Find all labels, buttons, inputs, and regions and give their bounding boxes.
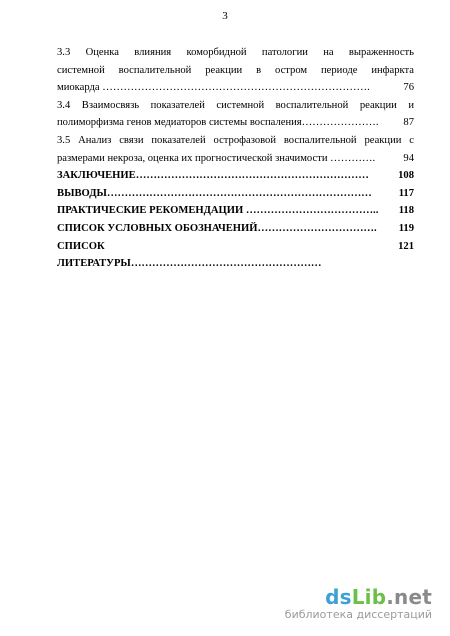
toc-entry-line: 3.3 Оценка влияния коморбидной патологии на выраженность [57, 47, 414, 58]
toc-entry-title: ЗАКЛЮЧЕНИЕ………………………………………………………… [57, 170, 369, 182]
toc-page-number: 118 [398, 205, 414, 217]
toc-page-number: 117 [398, 187, 414, 199]
toc-page-number: 108 [398, 170, 414, 182]
toc-entry-line: миокарда …………………………………………………………………. [57, 82, 370, 94]
toc-entry-3-4[interactable] [57, 97, 414, 132]
toc-page-number: 94 [403, 152, 414, 164]
page-number: 3 [222, 10, 228, 22]
toc-entry-abbreviations[interactable] [57, 220, 414, 238]
toc-entry-references[interactable] [57, 238, 414, 273]
toc-entry-first-line [57, 238, 414, 256]
toc-entry-title: СПИСОК УСЛОВНЫХ ОБОЗНАЧЕНИЙ……………………………. [57, 222, 377, 234]
toc-entry-line: размерами некроза, оценка их прогностической значимости …………. [57, 152, 376, 164]
toc-entry-title: ВЫВОДЫ………………………………………………………………… [57, 187, 372, 199]
table-of-contents [57, 44, 414, 273]
toc-entry-last-line [57, 79, 414, 97]
toc-entry-3-5[interactable] [57, 132, 414, 167]
dslib-watermark [285, 586, 432, 622]
toc-page-number: 119 [398, 222, 414, 234]
logo-part-ds: ds [325, 585, 352, 609]
toc-entry-line: ЛИТЕРАТУРЫ……………………………………………… [57, 258, 322, 270]
toc-entry-last-line [57, 150, 414, 168]
toc-entry-last-line [57, 114, 414, 132]
toc-entry-3-3[interactable] [57, 44, 414, 97]
toc-entry-line: полиморфизма генов медиаторов системы воспаления…………………. [57, 117, 379, 129]
toc-entry-title: СПИСОК [57, 240, 105, 252]
toc-page-number: 87 [403, 117, 414, 129]
toc-entry-title: ПРАКТИЧЕСКИЕ РЕКОМЕНДАЦИИ ……………………………….. [57, 205, 379, 217]
toc-entry-line: 3.4 Взаимосвязь показателей системной воспалительной реакции и [57, 99, 414, 111]
toc-page-number: 121 [398, 240, 414, 252]
logo-part-lib: Lib [351, 585, 387, 609]
toc-entry-findings[interactable] [57, 185, 414, 203]
toc-entry-conclusion[interactable] [57, 167, 414, 185]
toc-page-number: 76 [403, 82, 414, 94]
logo-part-net: .net [386, 585, 432, 609]
watermark-tagline: библиотека диссертаций [284, 608, 432, 621]
dslib-logo [285, 586, 432, 608]
toc-entry-line: системной воспалительной реакции в остром периоде инфаркта [57, 64, 414, 76]
toc-entry-line: 3.5 Анализ связи показателей острофазовой воспалительной реакции с [57, 134, 414, 146]
toc-entry-recommendations[interactable] [57, 202, 414, 220]
